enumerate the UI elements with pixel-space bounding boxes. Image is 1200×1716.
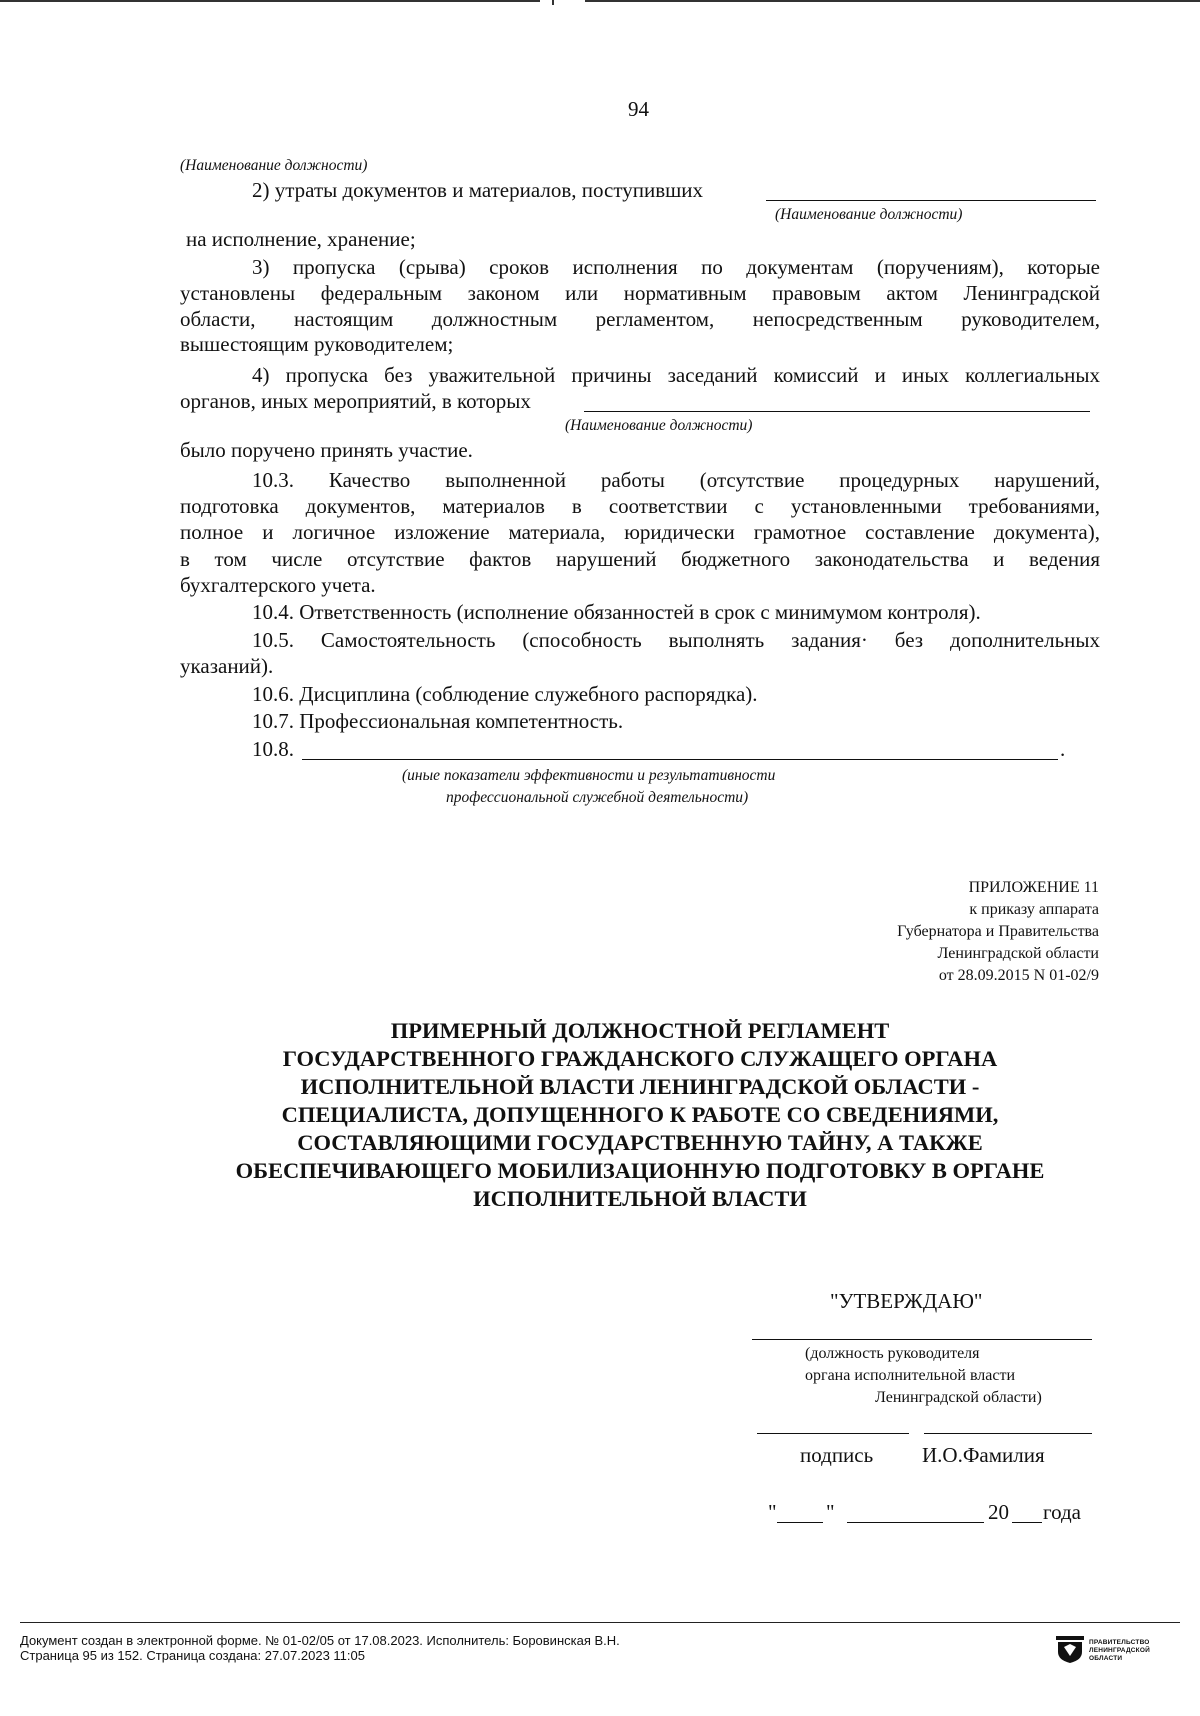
full-name-label: И.О.Фамилия [922,1443,1045,1467]
appendix-region: Ленинградской области [937,945,1099,962]
paragraph-10-5-line: указаний). [180,654,274,678]
appendix-issuer: Губернатора и Правительства [897,923,1099,940]
item-2-continuation: на исполнение, хранение; [186,227,416,251]
paragraph-10-3-line: в том числе отсутствие фактов нарушений бюджетного законодательства и ведения [180,547,1100,571]
item-4-line: органов, иных мероприятий, в которых [180,389,531,413]
title-line: ИСПОЛНИТЕЛЬНОЙ ВЛАСТИ ЛЕНИНГРАДСКОЙ ОБЛАСТИ - [300,1074,980,1099]
position-blank-line [584,411,1090,412]
signature-line [757,1433,909,1434]
appendix-header [897,877,1099,987]
appendix-number: ПРИЛОЖЕНИЕ 11 [968,879,1099,896]
year-suffix: года [1043,1500,1081,1524]
head-position-line-1: (должность руководителя [805,1345,980,1362]
item-3-line: установлены федеральным законом или нормативным правовым актом Ленинградской [180,281,1100,305]
paragraph-10-6: 10.6. Дисциплина (соблюдение служебного распорядка). [252,682,758,706]
logo-line: ОБЛАСТИ [1089,1655,1123,1662]
title-line: ИСПОЛНИТЕЛЬНОЙ ВЛАСТИ [473,1186,807,1211]
footer-divider [20,1622,1180,1623]
page-number: 94 [628,97,649,121]
document-title [0,1017,1200,1213]
full-name-line [924,1433,1092,1434]
date-quote-open: " [768,1500,777,1524]
government-logo [1055,1634,1185,1666]
year-blank-line [1012,1522,1042,1523]
head-position-line-3: Ленинградской области) [875,1389,1042,1406]
position-name-label: (Наименование должности) [565,417,753,434]
title-line: ПРИМЕРНЫЙ ДОЛЖНОСТНОЙ РЕГЛАМЕНТ [390,1018,890,1043]
head-position-line [752,1339,1092,1340]
paragraph-10-8-end: . [1060,737,1066,761]
title-line: СПЕЦИАЛИСТА, ДОПУЩЕННОГО К РАБОТЕ СО СВЕДЕНИЯМИ, [281,1102,999,1127]
paragraph-10-8: 10.8. [252,737,294,761]
position-name-label: (Наименование должности) [180,157,368,174]
approve-heading: "УТВЕРЖДАЮ" [830,1289,983,1313]
item-2-text: 2) утраты документов и материалов, поступивших [252,178,704,202]
scan-edge-mark-right [585,0,1200,2]
title-line: СОСТАВЛЯЮЩИМИ ГОСУДАРСТВЕННУЮ ТАЙНУ, А ТАКЖЕ [297,1130,983,1155]
paragraph-10-3-line: бухгалтерского учета. [180,573,376,597]
paragraph-10-5-line: 10.5. Самостоятельность (способность выполнять задания· без дополнительных [252,628,1100,652]
paragraph-10-3-line: 10.3. Качество выполненной работы (отсутствие процедурных нарушений, [252,468,1100,492]
other-indicators-label: (иные показатели эффективности и результативности [402,767,776,784]
logo-line: ПРАВИТЕЛЬСТВО [1089,1639,1150,1646]
paragraph-10-4: 10.4. Ответственность (исполнение обязанностей в срок с минимумом контроля). [252,600,981,624]
appendix-order-ref: к приказу аппарата [969,901,1099,918]
item-4-line: 4) пропуска без уважительной причины заседаний комиссий и иных коллегиальных [252,363,1100,387]
other-indicators-blank-line [302,759,1058,760]
item-3-line: области, настоящим должностным регламентом, непосредственным руководителем, [180,307,1100,331]
position-name-label: (Наименование должности) [775,206,963,223]
day-blank-line [777,1522,823,1523]
item-3-line: 3) пропуска (срыва) сроков исполнения по документам (поручениям), которые [252,255,1100,279]
scan-edge-mark-tick [552,0,554,5]
logo-line: ЛЕНИНГРАДСКОЙ [1089,1647,1150,1654]
paragraph-10-3-line: полное и логичное изложение материала, юридически грамотное составление документа), [180,520,1100,544]
title-line: ГОСУДАРСТВЕННОГО ГРАЖДАНСКОГО СЛУЖАЩЕГО ОРГАНА [282,1046,998,1071]
footer-document-info: Документ создан в электронной форме. № 01-02/05 от 17.08.2023. Исполнитель: Боровинская В.Н. [20,1633,620,1648]
footer-page-info: Страница 95 из 152. Страница создана: 27.07.2023 11:05 [20,1648,365,1663]
other-indicators-label: профессиональной служебной деятельности) [446,789,749,806]
coat-of-arms-icon [1055,1634,1085,1664]
month-blank-line [847,1522,984,1523]
scan-edge-mark-left [0,0,540,2]
paragraph-10-7: 10.7. Профессиональная компетентность. [252,709,624,733]
year-prefix: 20 [988,1500,1009,1524]
paragraph-10-3-line: подготовка документов, материалов в соответствии с установленными требованиями, [180,494,1100,518]
head-position-line-2: органа исполнительной власти [805,1367,1016,1384]
signature-label: подпись [800,1443,874,1467]
title-line: ОБЕСПЕЧИВАЮЩЕГО МОБИЛИЗАЦИОННУЮ ПОДГОТОВКУ В ОРГАНЕ [235,1158,1045,1183]
item-4-continuation: было поручено принять участие. [180,438,473,462]
head-position-label [805,1343,1042,1409]
date-quote-close: " [826,1500,835,1524]
position-blank-line [766,200,1096,201]
appendix-date: от 28.09.2015 N 01-02/9 [938,967,1099,984]
item-3-line: вышестоящим руководителем; [180,332,454,356]
